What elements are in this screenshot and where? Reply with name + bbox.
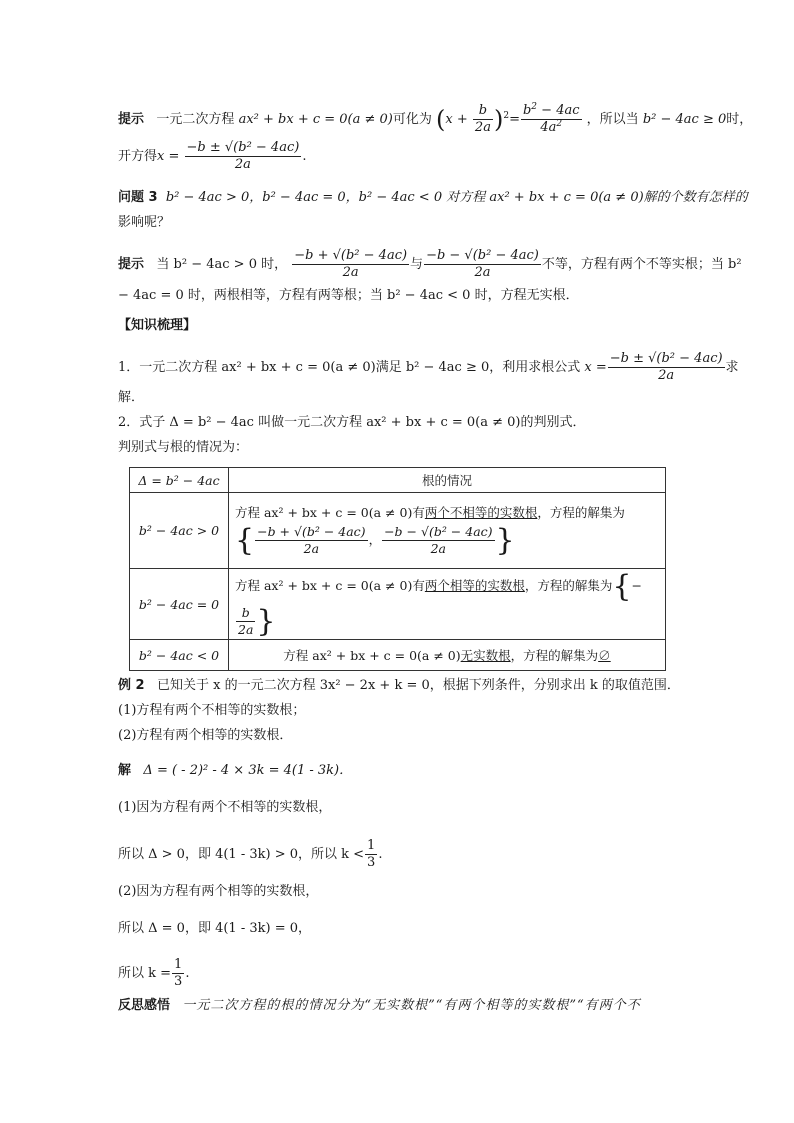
- table-row1-text-a: 方程 ax² + bx + c = 0(a ≠ 0)有: [235, 505, 425, 520]
- hint1-text5: 开方得: [118, 149, 158, 164]
- root-formula: [185, 140, 302, 173]
- table-row3-text-b: ，方程的解集为: [510, 648, 599, 663]
- solution-line3: 所以 Δ > 0，即 4(1 - 3k) > 0，所以 k < $\frac{1}{3}$ .: [118, 838, 383, 870]
- item1-root-num: −b ± √(b² − 4ac): [609, 351, 723, 366]
- table-row1-root2-num: −b − √(b² − 4ac): [384, 524, 493, 539]
- hint2-line1: [118, 248, 742, 281]
- example2-label: 例 2: [118, 678, 145, 693]
- hint1-x-eq: x =: [157, 149, 180, 164]
- table-row3-condition: b² − 4ac < 0: [130, 640, 229, 671]
- item1-root-den: 2a: [658, 368, 675, 383]
- item1-root-formula: [608, 351, 725, 384]
- table-row-negative: [130, 640, 666, 671]
- table-row1-root1-num: −b + √(b² − 4ac): [257, 524, 366, 539]
- solution-line1: [118, 762, 352, 780]
- solution-label: 解: [118, 763, 132, 778]
- solution-line2: (1)因为方程有两个不相等的实数根，: [118, 800, 332, 815]
- example2-condition1: (1)方程有两个不相等的实数根；: [118, 703, 306, 718]
- hint2-text2: 不等，方程有两个不等实根；当 b²: [541, 257, 742, 272]
- hint2-text1: 当 b² − 4ac > 0 时，: [156, 257, 288, 272]
- table-header-discriminant: Δ = b² − 4ac: [130, 468, 229, 493]
- hint2-mid: 与: [410, 257, 424, 272]
- table-row3-text-a: 方程 ax² + bx + c = 0(a ≠ 0): [283, 648, 461, 663]
- table-row2-text-a: 方程 ax² + bx + c = 0(a ≠ 0)有: [235, 578, 425, 593]
- item1-line2: [118, 389, 144, 407]
- example2-line: [118, 677, 680, 695]
- solution-line3-text: 所以 Δ > 0，即 4(1 - 3k) > 0，所以 k <: [118, 847, 365, 862]
- empty-set-symbol: ∅: [598, 648, 611, 663]
- question3-line1: [118, 189, 748, 207]
- reflection-text: 一元二次方程的根的情况分为“无实数根”“有两个相等的实数根”“有两个不: [182, 998, 641, 1013]
- solution-line5: 所以 Δ = 0，即 4(1 - 3k) = 0，: [118, 921, 312, 936]
- table-row-zero: [130, 569, 666, 640]
- table-header-roots: 根的情况: [229, 468, 666, 493]
- item1-text3: 解．: [118, 390, 145, 405]
- example2-text: 已知关于 x 的一元二次方程 3x² − 2x + k = 0，根据下列条件，分别求出 k 的取值范围．: [156, 678, 680, 693]
- table-row3-content: [229, 640, 666, 671]
- table-row-positive: [130, 493, 666, 569]
- reflection-line: [118, 997, 641, 1015]
- hint1-text1: 一元二次方程: [156, 112, 235, 127]
- example2-condition2: (2)方程有两个相等的实数根．: [118, 728, 293, 743]
- table-row3-underline: 无实数根: [460, 648, 511, 663]
- table-row1-condition: b² − 4ac > 0: [130, 493, 229, 569]
- question3-text2: 影响呢？: [118, 215, 171, 230]
- fraction-one-third-b: [172, 957, 184, 990]
- frac-a-num: 1: [367, 838, 376, 853]
- hint2-root1-den: 2a: [342, 265, 359, 280]
- reflection-label: 反思感悟: [118, 998, 171, 1013]
- hint1-line2: 开方得x = $\frac{\text{−b ± √(b² − 4ac)}}{2a}$ .: [118, 140, 307, 172]
- frac-b-num: 1: [174, 957, 183, 972]
- section-title: 【知识梳理】: [118, 318, 197, 333]
- table-row1-solution-set: { $\frac{\text{−b + √(b² − 4ac)}}{2a}$ ， $\frac{\text{−b − √(b² − 4ac)}}{2a}$ }: [235, 523, 515, 558]
- hint2-label: 提示: [118, 257, 145, 272]
- hint2-root2-num: −b − √(b² − 4ac): [426, 248, 539, 263]
- item1-line1: [118, 351, 739, 384]
- item1-x-eq: x =: [584, 360, 607, 375]
- table-row2-neg: −: [631, 578, 642, 593]
- hint2-line2: [118, 287, 579, 305]
- fraction-one-third-a: [365, 838, 377, 871]
- completed-square-expression: (x + $\frac{b}{2a}$ )$^2$= $\frac{b^2 - 4ac}{4a^2}$: [436, 102, 580, 135]
- table-row2-num: b: [236, 605, 255, 622]
- table-row2-underline: 两个相等的实数根: [424, 578, 525, 593]
- table-row1-root2-den: 2a: [430, 541, 447, 556]
- solution-discriminant: Δ = ( - 2)² - 4 × 3k = 4(1 - 3k)．: [143, 763, 353, 778]
- hint2-root2-den: 2a: [474, 265, 491, 280]
- table-row1-text-b: ，方程的解集为: [537, 505, 625, 520]
- root-formula-denominator: 2a: [234, 157, 251, 172]
- table-row2-condition: b² − 4ac = 0: [130, 569, 229, 640]
- discriminant-table: [129, 467, 666, 671]
- item1-text2: 求: [725, 360, 739, 375]
- hint1-line1: 提示 一元二次方程 ax² + bx + c = 0(a ≠ 0)可化为 (x + $\frac{b}{2a}$ )$^2$= $\frac{b^2 - 4ac}{4a^2}$ ，所以当 b² − 4ac ≥ 0时，: [118, 102, 753, 135]
- solution-line4: (2)因为方程有两个相等的实数根，: [118, 884, 319, 899]
- question3-text1: b² − 4ac > 0，b² − 4ac = 0，b² − 4ac < 0 对方程 ax² + bx + c = 0(a ≠ 0)解的个数有怎样的: [165, 190, 748, 205]
- hint2-root2: [424, 248, 541, 281]
- table-row1-sep: ，: [368, 532, 382, 547]
- hint2-text3: − 4ac = 0 时，两根相等，方程有两等根；当 b² − 4ac < 0 时，方程无实根．: [118, 288, 579, 303]
- table-row2-content: 方程 ax² + bx + c = 0(a ≠ 0)有两个相等的实数根，方程的解集为{− $\frac{b}{2a}$ }: [229, 569, 666, 640]
- hint2-root1-num: −b + √(b² − 4ac): [294, 248, 408, 263]
- hint1-text3: 所以当: [599, 112, 639, 127]
- solution-line6-text: 所以 k =: [118, 966, 172, 981]
- hint1-text2: 可化为: [392, 112, 432, 127]
- item1-text1: 1．一元二次方程 ax² + bx + c = 0(a ≠ 0)满足 b² − 4ac ≥ 0，利用求根公式: [118, 360, 581, 375]
- table-row1-content: [229, 493, 666, 569]
- table-row1-root1-den: 2a: [303, 541, 320, 556]
- solution-line6: 所以 k = $\frac{1}{3}$ .: [118, 957, 190, 989]
- table-intro: 判别式与根的情况为：: [118, 440, 249, 455]
- table-row1-underline: 两个不相等的实数根: [424, 505, 538, 520]
- table-row2-text-b: ，方程的解集为: [524, 578, 613, 593]
- hint1-equation: ax² + bx + c = 0(a ≠ 0): [238, 112, 393, 127]
- frac-a-den: 3: [367, 855, 376, 870]
- hint1-label: 提示: [118, 112, 145, 127]
- hint1-text4: 时，: [726, 112, 753, 127]
- table-row2-den: 2a: [238, 622, 254, 637]
- hint2-root1: [292, 248, 409, 281]
- root-formula-numerator: −b ± √(b² − 4ac): [186, 140, 300, 155]
- frac-b-den: 3: [174, 974, 183, 989]
- question3-label: 问题 3: [118, 190, 158, 205]
- question3-line2: [118, 214, 170, 232]
- item2-line: 2．式子 Δ = b² − 4ac 叫做一元二次方程 ax² + bx + c = 0(a ≠ 0)的判别式．: [118, 415, 586, 430]
- hint1-condition: b² − 4ac ≥ 0: [642, 112, 727, 127]
- table-header-row: [130, 468, 666, 493]
